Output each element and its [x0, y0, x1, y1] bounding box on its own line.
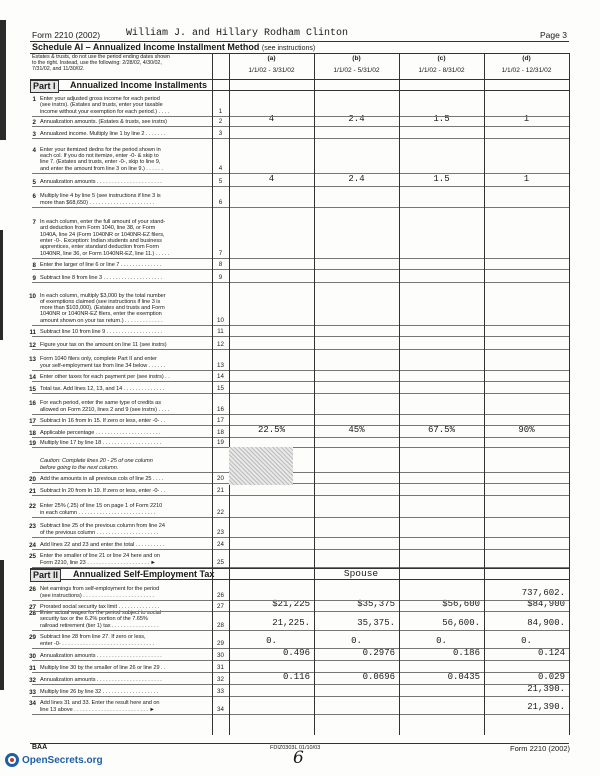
- part2-line-box: 34: [217, 706, 224, 713]
- schedule-title-note: (see instructions): [261, 45, 316, 52]
- part1-line-box: 21: [217, 487, 224, 494]
- part1-value-cell: 1: [523, 174, 530, 184]
- part2-value-cell: 0.186: [452, 648, 480, 658]
- row-divider: [32, 282, 569, 283]
- part2-value-cell: 84,900.: [527, 618, 565, 628]
- part2-value-cell: 737,602.: [521, 588, 565, 598]
- part1-value-cell: 1.5: [433, 174, 450, 184]
- part1-line-description: In each column, multiply $3,000 by the total number of exemptions claimed (see instructions if line 3 is more than $103,000). (Estates and trusts and Form 1040NR or 1040NR-EZ filers, enter the exemption amount shown on your tax return.) . . . . . . . . . . . . .: [40, 292, 166, 324]
- part2-value-cell: $35,375: [357, 599, 395, 609]
- part-rule: [30, 90, 569, 91]
- part1-line-description: Annualization amounts . . . . . . . . . . . . . . . . . . . . . .: [40, 178, 162, 185]
- column-divider: [212, 53, 213, 735]
- row-divider: [32, 630, 569, 631]
- part1-line-number: 3: [32, 130, 36, 138]
- column-period: 1/1/02 - 3/31/02: [248, 67, 295, 74]
- part2-line-description: Subtract line 28 from line 27. If zero or less, enter -0- . . . . . . . . . . . . . . . . . . . . . . . . . . . . . . .: [40, 634, 154, 647]
- part1-line-number: 19: [29, 439, 36, 447]
- part1-line-description: Enter the larger of line 6 or line 7 . . . . . . . . . . . . . .: [40, 261, 162, 268]
- part2-line-box: 32: [217, 676, 224, 683]
- part1-line-box: 16: [217, 406, 224, 413]
- part2-line-box: 31: [217, 664, 224, 671]
- footer-form-id: Form 2210 (2002): [510, 744, 571, 753]
- row-divider: [32, 714, 569, 715]
- part1-line-box: 3: [218, 130, 223, 137]
- part2-line-description: Net earnings from self-employment for the period (see instructions) . . . . . . . . . . . . . . . . . . . . . . . .: [40, 586, 160, 599]
- part1-line-number: 11: [29, 328, 36, 336]
- part1-line-box: 5: [218, 178, 223, 185]
- part1-line-number: 10: [29, 292, 36, 300]
- part2-line-number: 31: [29, 664, 36, 672]
- part1-line-number: 6: [32, 193, 36, 201]
- part1-value-cell: 2.4: [348, 174, 365, 184]
- part1-line-box: 18: [217, 429, 224, 436]
- part1-line-number: 22: [29, 503, 36, 511]
- column-letter: (a): [267, 55, 276, 62]
- row-divider: [32, 472, 569, 473]
- page-label: Page 3: [540, 30, 567, 40]
- part1-value-cell: 4: [268, 174, 275, 184]
- part2-value-cell: 0.116: [282, 672, 310, 682]
- part1-line-box: 23: [217, 529, 224, 536]
- watermark: [4, 752, 103, 768]
- part1-line-description: Add lines 22 and 23 and enter the total . . . . . . . . . .: [40, 541, 165, 548]
- part2-value-cell: 35,375.: [357, 618, 395, 628]
- part2-line-number: 34: [29, 700, 36, 708]
- part1-line-description: Subtract line 8 from line 3 . . . . . . . . . . . . . . . . . . . .: [40, 274, 163, 281]
- part2-value-cell: $84,900: [527, 599, 565, 609]
- part1-line-description: Enter your itemized dedns for the period shown in each col. If you do not itemize, enter -0- & skip to line 7. (Estates and trusts, enter -0-, skip to line 9, and enter the amount from line 3 on line 9.) . . . . . .: [40, 146, 163, 172]
- row-divider: [32, 437, 569, 438]
- part1-line-number: 16: [29, 400, 36, 408]
- part2-line-description: Enter actual wages for the period subject to social security tax or the 6.2% portion of the 7.65% railroad retirement (tier 1) tax . . . . . . . . . . . . . . . .: [40, 610, 161, 629]
- part1-value-cell: 1.5: [433, 114, 450, 124]
- part1-value-cell: 4: [268, 114, 275, 124]
- part2-value-cell: 0.029: [537, 672, 565, 682]
- column-divider: [569, 53, 570, 735]
- part1-line-number: 15: [29, 385, 36, 393]
- part1-line-box: 4: [218, 165, 223, 172]
- part1-line-number: 18: [29, 429, 36, 437]
- binder-edge: [0, 560, 4, 690]
- part2-line-box: 27: [217, 603, 224, 610]
- part1-line-number: 25: [29, 553, 36, 561]
- part1-line-box: 15: [217, 385, 224, 392]
- part1-line-box: 22: [217, 509, 224, 516]
- row-divider: [32, 425, 569, 426]
- shaded-cell: [229, 447, 293, 485]
- part1-line-number: 14: [29, 373, 36, 381]
- part1-line-number: 20: [29, 475, 36, 483]
- column-letter: (b): [352, 55, 361, 62]
- part1-line-description: Applicable percentage . . . . . . . . . . . . . . . . . . . . . .: [40, 429, 161, 436]
- part2-line-description: Multiply line 30 by the smaller of line 26 or line 29 . .: [40, 664, 166, 671]
- row-divider: [32, 126, 569, 127]
- part1-line-box: 12: [217, 341, 224, 348]
- part1-line-box: 17: [217, 417, 224, 424]
- row-divider: [32, 648, 569, 649]
- column-divider: [229, 53, 230, 735]
- part2-value-cell: 21,225.: [272, 618, 310, 628]
- part1-line-description: Multiply line 17 by line 18 . . . . . . . . . . . . . . . . . . . .: [40, 439, 162, 446]
- bottom-rule: [30, 743, 569, 744]
- row-divider: [32, 393, 569, 394]
- part1-line-description: Total tax. Add lines 12, 13, and 14 . . . . . . . . . . . . . .: [40, 385, 165, 392]
- part1-line-box: 13: [217, 362, 224, 369]
- part1-line-number: 17: [29, 417, 36, 425]
- part2-value-cell: $21,225: [272, 599, 310, 609]
- part2-line-number: 27: [29, 603, 36, 611]
- row-divider: [32, 600, 569, 601]
- row-divider: [32, 349, 569, 350]
- part1-line-number: 21: [29, 487, 36, 495]
- part2-line-number: 32: [29, 676, 36, 684]
- column-divider: [484, 53, 485, 735]
- row-divider: [32, 269, 569, 270]
- row-divider: [32, 447, 569, 448]
- part2-line-number: 30: [29, 652, 36, 660]
- part1-title: Annualized Income Installments: [70, 80, 208, 90]
- part1-line-description: Subtract ln 16 from ln 15. If zero or less, enter -0- . .: [40, 417, 166, 424]
- part1-line-box: 25: [217, 559, 224, 566]
- part1-line-number: 23: [29, 523, 36, 531]
- part1-line-description: Enter other taxes for each payment per (see instrs) . .: [40, 373, 170, 380]
- row-divider: [32, 336, 569, 337]
- part1-line-description: Multiply line 4 by line 5 (see instructions if line 3 is more than $68,650) . . . . . . . . . . . . . . . . . . . . . .: [40, 193, 161, 206]
- row-divider: [32, 483, 569, 484]
- schedule-title: Schedule AI – Annualized Income Installment Method: [32, 42, 260, 52]
- binder-edge: [0, 230, 3, 340]
- column-period: 1/1/02 - 5/31/02: [333, 67, 380, 74]
- row-divider: [32, 207, 569, 208]
- part1-line-number: 9: [32, 274, 36, 282]
- part1-line-description: Subtract line 10 from line 9 . . . . . . . . . . . . . . . . . . .: [40, 328, 163, 335]
- part2-value-cell: 0.: [521, 636, 532, 646]
- form-id: Form 2210 (2002): [32, 30, 101, 40]
- part1-line-number: 12: [29, 341, 36, 349]
- column-divider: [399, 53, 400, 735]
- part1-line-number: 1: [32, 96, 36, 104]
- estates-note: Estates & trusts, do not use the period ending dates shown to the right. Instead, use the following: 2/28/02, 4/30/02, 7/31/02, and 11/30/02.: [32, 54, 170, 72]
- handwritten-page-number: 6: [293, 748, 304, 768]
- part1-line-number: 8: [32, 261, 36, 269]
- opensecrets-logo-icon: [4, 752, 20, 768]
- column-period: 1/1/02 - 8/31/02: [418, 67, 465, 74]
- row-divider: [32, 325, 569, 326]
- column-letter: (c): [437, 55, 446, 62]
- row-divider: [32, 611, 569, 612]
- part-rule: [30, 579, 569, 580]
- part1-line-description: Enter your adjusted gross income for each period (see instrs). (Estates and trusts, enter your taxable income without your exemption for each period.) . . . .: [40, 96, 170, 115]
- part2-value-cell: 0.124: [537, 648, 565, 658]
- baa-label: BAA: [32, 744, 48, 751]
- row-divider: [32, 116, 569, 117]
- part2-line-number: 28: [29, 610, 36, 618]
- part1-value-cell: 90%: [518, 425, 535, 435]
- part2-value-cell: 21,390.: [527, 684, 565, 694]
- part1-value-cell: 45%: [348, 425, 365, 435]
- part2-line-description: Add lines 31 and 33. Enter the result here and on line 13 above . . . . . . . . . . . . . . . . . . . . . . . . . ►: [40, 700, 160, 713]
- part1-line-number: 13: [29, 356, 36, 364]
- part2-value-cell: 0.2976: [362, 648, 395, 658]
- binder-edge: [0, 20, 6, 140]
- part1-line-description: Annualized income. Multiply line 1 by line 2 . . . . . . .: [40, 130, 166, 137]
- part1-line-description: Figure your tax on the amount on line 11 (see instrs): [40, 341, 167, 348]
- row-divider: [32, 549, 569, 550]
- part1-line-number: 7: [32, 219, 36, 227]
- row-divider: [32, 186, 569, 187]
- part2-title: Annualized Self-Employment Tax: [73, 569, 215, 579]
- part2-value-cell: 0.0696: [362, 672, 395, 682]
- part2-value-cell: 56,600.: [442, 618, 480, 628]
- part1-line-box: 24: [217, 541, 224, 548]
- part1-line-description: Form 1040 filers only, complete Part II and enter your self-employment tax from line 34 below . . . . . .: [40, 356, 166, 369]
- row-divider: [32, 537, 569, 538]
- row-divider: [32, 495, 569, 496]
- part2-value-cell: 0.: [266, 636, 277, 646]
- part1-line-description: Enter 25% (.25) of line 15 on page 1 of Form 2210 in each column . . . . . . . . . . . . . . . . . . . . . . . . . .: [40, 503, 163, 516]
- part2-line-description: Annualization amounts . . . . . . . . . . . . . . . . . . . . . .: [40, 652, 162, 659]
- part1-line-description: Subtract ln 20 from ln 19. If zero or less, enter -0- . .: [40, 487, 166, 494]
- row-divider: [32, 258, 569, 259]
- watermark-text: OpenSecrets.org: [22, 754, 103, 766]
- part2-line-box: 29: [217, 640, 224, 647]
- part2-line-description: Annualization amounts . . . . . . . . . . . . . . . . . . . . . .: [40, 676, 162, 683]
- part1-line-description: For each period, enter the same type of credits as allowed on Form 2210, lines 2 and 9 (see instrs) . . . .: [40, 400, 170, 413]
- row-divider: [32, 173, 569, 174]
- part1-line-number: 24: [29, 541, 36, 549]
- row-divider: [32, 672, 569, 673]
- part1-line-number: 2: [32, 118, 36, 126]
- part2-line-box: 28: [217, 622, 224, 629]
- part2-value-cell: $56,600: [442, 599, 480, 609]
- part1-value-cell: 22.5%: [257, 425, 285, 435]
- row-divider: [32, 138, 569, 139]
- part1-line-box: 11: [217, 328, 224, 335]
- part1-line-description: Enter the smaller of line 21 or line 24 here and on Form 2210, line 23 . . . . . . . . . . . . . . . . . . . . . ►: [40, 553, 160, 566]
- column-letter: (d): [522, 55, 531, 62]
- part2-line-number: 33: [29, 688, 36, 696]
- part1-value-cell: 67.5%: [427, 425, 455, 435]
- part1-value-cell: 1: [523, 114, 530, 124]
- part2-label: Part II: [30, 569, 61, 582]
- column-divider: [314, 53, 315, 735]
- part1-line-description: Annualization amounts. (Estates & trusts, see instrs): [40, 118, 167, 125]
- part2-value-cell: 0.496: [282, 648, 310, 658]
- row-divider: [32, 381, 569, 382]
- row-divider: [32, 696, 569, 697]
- form-code: FDIZ0303L 01/10/03: [270, 745, 321, 751]
- part1-value-cell: 2.4: [348, 114, 365, 124]
- part1-line-number: 4: [32, 146, 36, 154]
- part1-line-box: 9: [218, 274, 223, 281]
- part1-line-description: In each column, enter the full amount of your stand- ard deduction from Form 1040, line 38, or Form 1040A, line 24 (Form 1040NR or 1040NR-EZ filers, enter -0-. Exception: Indian students and business apprentices, enter standard deduction from Form 1040NR, line 36, or Form 1040NR-EZ, line 11.) . . . . .: [40, 219, 170, 257]
- part2-line-number: 26: [29, 586, 36, 594]
- row-divider: [32, 517, 569, 518]
- part1-line-box: 8: [218, 261, 223, 268]
- part1-line-description: Caution: Complete lines 20 - 25 of one column before going to the next column.: [40, 458, 153, 471]
- part2-line-number: 29: [29, 634, 36, 642]
- column-period: 1/1/02 - 12/31/02: [501, 67, 552, 74]
- row-divider: [32, 660, 569, 661]
- row-divider: [32, 414, 569, 415]
- part1-line-box: 6: [218, 199, 223, 206]
- part1-line-box: 10: [217, 317, 224, 324]
- part2-line-description: Multiply line 26 by line 32 . . . . . . . . . . . . . . . . . . .: [40, 688, 159, 695]
- row-divider: [32, 370, 569, 371]
- part1-line-description: Subtract line 25 of the previous column from line 24 of the previous column . . . . . . . . . . . . . . . . . . . . .: [40, 523, 165, 536]
- schedule-heading: [32, 42, 315, 52]
- part1-line-number: 5: [32, 178, 36, 186]
- part2-value-cell: 0.0435: [447, 672, 480, 682]
- part2-line-description: Prorated social security tax limit . . . . . . . . . . . . . .: [40, 603, 160, 610]
- part1-line-box: 1: [218, 108, 223, 115]
- part2-value-cell: 21,390.: [527, 702, 565, 712]
- part2-value-cell: 0.: [351, 636, 362, 646]
- part1-line-box: 19: [217, 439, 224, 446]
- taxpayer-names: William J. and Hillary Rodham Clinton: [126, 28, 349, 39]
- part2-value-cell: 0.: [436, 636, 447, 646]
- part2-line-box: 26: [217, 592, 224, 599]
- part1-line-box: 2: [218, 118, 223, 125]
- part1-line-box: 7: [218, 250, 223, 257]
- part1-line-box: 14: [217, 373, 224, 380]
- spouse-label: Spouse: [343, 568, 379, 579]
- part1-line-description: Add the amounts in all previous cols of line 25 . . . .: [40, 475, 164, 482]
- part1-line-box: 20: [217, 475, 224, 482]
- part2-line-box: 33: [217, 688, 224, 695]
- part2-line-box: 30: [217, 652, 224, 659]
- part1-label: Part I: [30, 80, 59, 93]
- row-divider: [32, 684, 569, 685]
